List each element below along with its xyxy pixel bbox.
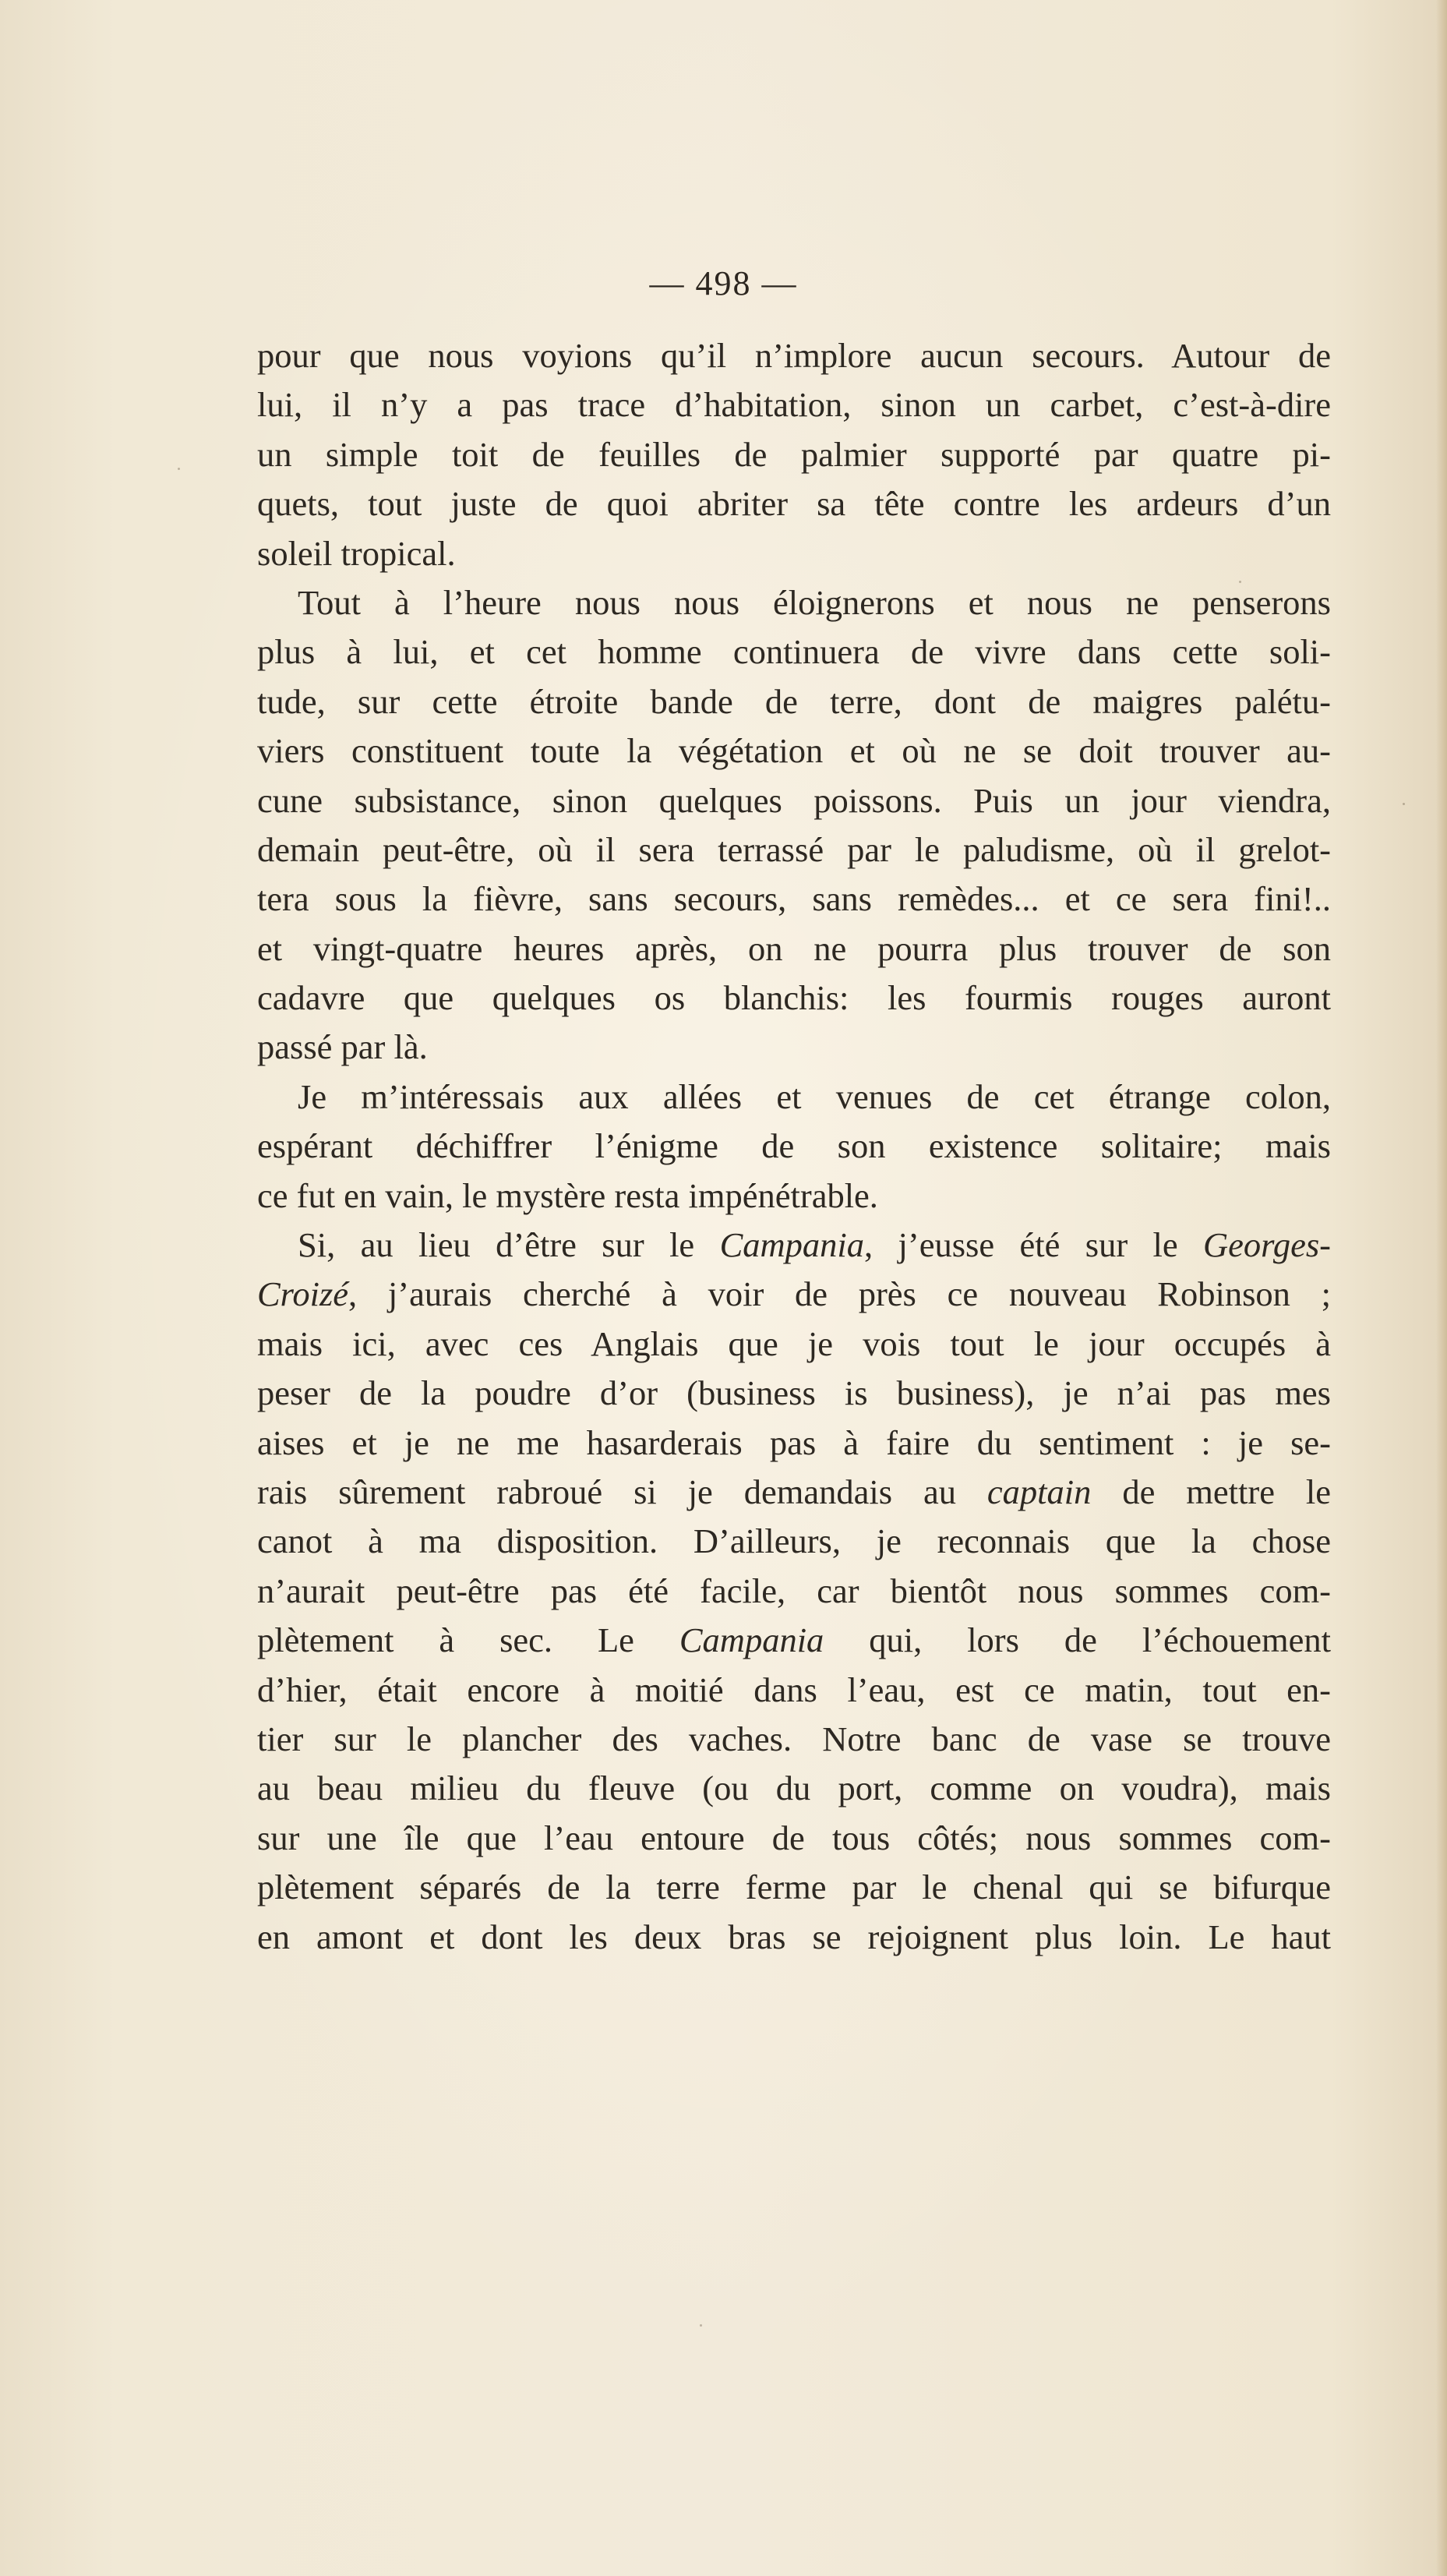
text-line: cadavre que quelques os blanchis: les fourmis rouges auront [257,978,1331,1018]
text-line: peser de la poudre d’or (business is business), je n’ai pas mes [257,1373,1331,1413]
text-segment: de mettre le [1091,1472,1331,1511]
ship-name-italic: Croizé [257,1274,349,1314]
paper-speck [178,468,180,470]
text-segment: , j’eusse été sur le [864,1225,1204,1265]
text-line [257,1270,1331,1319]
text-line: tera sous la fièvre, sans secours, sans remèdes... et ce sera fini!.. [257,879,1331,919]
text-segment: plètement à sec. Le [257,1620,679,1660]
text-segment: qui, lors de l’échouement [824,1620,1331,1660]
body-text [257,331,1331,1962]
text-line: cune subsistance, sinon quelques poissons. Puis un jour viendra, [257,780,1331,820]
page-number: — 498 — [649,264,798,302]
text-line: soleil tropical. [257,533,456,573]
text-line: tude, sur cette étroite bande de terre, dont de maigres palétu- [257,681,1331,721]
text-line: passé par là. [257,1027,428,1067]
text-segment: Si, au lieu d’être sur le [298,1225,720,1265]
text-line: en amont et dont les deux bras se rejoignent plus loin. Le haut [257,1917,1331,1956]
text-line: lui, il n’y a pas trace d’habitation, sinon un carbet, c’est-à-dire [257,385,1331,425]
text-line: d’hier, était encore à moitié dans l’eau, est ce matin, tout en- [257,1670,1331,1709]
text-line: canot à ma disposition. D’ailleurs, je reconnais que la chose [257,1521,1331,1561]
text-line: plètement séparés de la terre ferme par le chenal qui se bifurque [257,1868,1331,1907]
text-line: demain peut-être, où il sera terrassé par le paludisme, où il grelot- [257,829,1331,869]
text-line: au beau milieu du fleuve (ou du port, comme on voudra), mais [257,1769,1331,1808]
text-line: espérant déchiffrer l’énigme de son existence solitaire; mais [257,1126,1331,1166]
text-line: n’aurait peut-être pas été facile, car bientôt nous sommes com- [257,1571,1331,1610]
text-segment: rais sûrement rabroué si je demandais au [257,1472,987,1511]
ship-name-italic: Campania [719,1225,865,1265]
ship-name-italic: Campania [679,1620,824,1660]
text-line [257,1468,1331,1517]
text-line: quets, tout juste de quoi abriter sa tête contre les ardeurs d’un [257,484,1331,524]
ship-name-italic: Georges- [1203,1225,1331,1265]
paper-speck [700,2324,702,2327]
paragraph-start-line [257,1221,1331,1270]
paper-speck [1239,581,1241,583]
text-line: aises et je ne me hasarderais pas à faire du sentiment : je se- [257,1422,1331,1462]
text-line: un simple toit de feuilles de palmier supporté par quatre pi- [257,434,1331,474]
text-line: viers constituent toute la végétation et où ne se doit trouver au- [257,731,1331,771]
text-line: pour que nous voyions qu’il n’implore aucun secours. Autour de [257,336,1331,375]
text-line: mais ici, avec ces Anglais que je vois tout le jour occupés à [257,1323,1331,1363]
page-edge-shadow [1436,0,1447,2576]
text-line: plus à lui, et cet homme continuera de vivre dans cette soli- [257,632,1331,672]
paper-speck [1403,803,1405,805]
text-segment: , j’aurais cherché à voir de près ce nouveau Robinson ; [348,1274,1331,1314]
text-line: sur une île que l’eau entoure de tous côtés; nous sommes com- [257,1818,1331,1857]
paragraph-start-line: Tout à l’heure nous nous éloignerons et nous ne penserons [298,582,1331,622]
paragraph-start-line: Je m’intéressais aux allées et venues de cet étrange colon, [298,1076,1331,1116]
text-line: ce fut en vain, le mystère resta impénétrable. [257,1175,878,1215]
text-line: tier sur le plancher des vaches. Notre banc de vase se trouve [257,1719,1331,1758]
text-line [257,1616,1331,1665]
text-line: et vingt-quatre heures après, on ne pourra plus trouver de son [257,928,1331,968]
captain-italic: captain [986,1472,1092,1511]
